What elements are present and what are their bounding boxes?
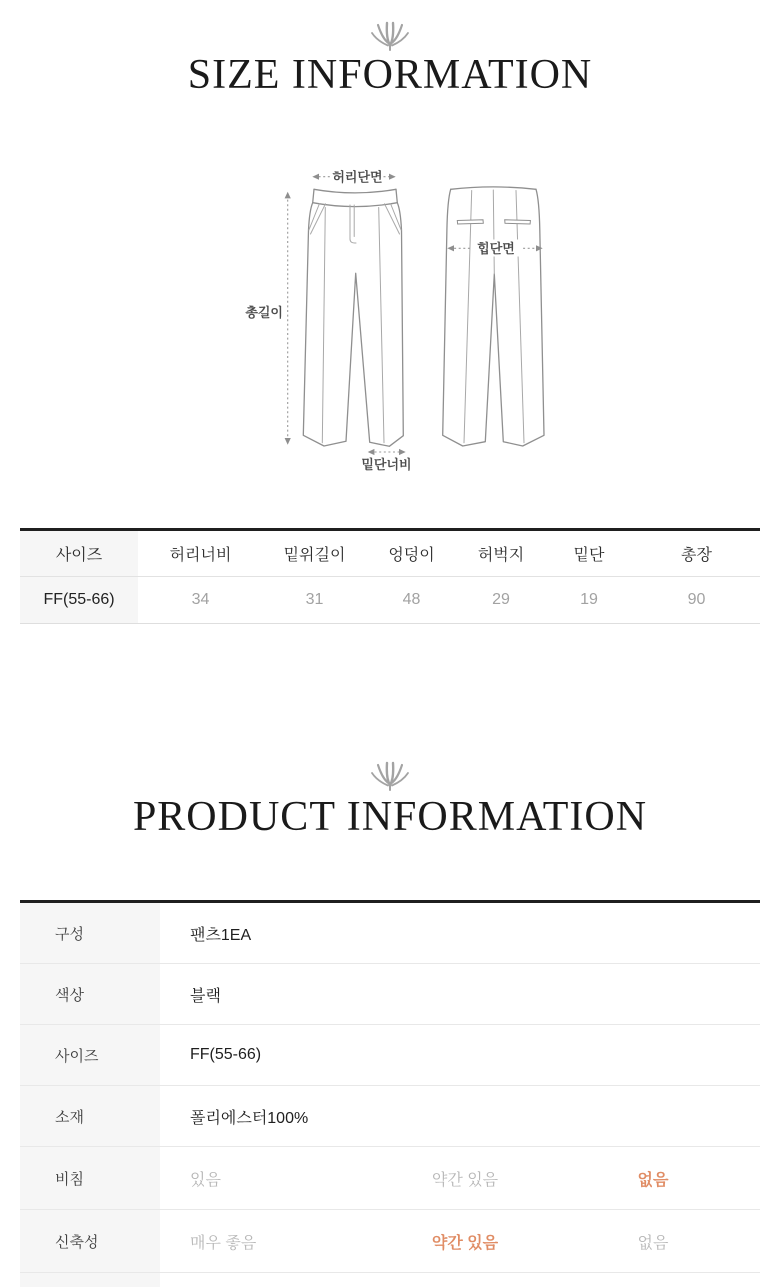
hem-measure-arrow (361, 449, 411, 472)
size-table-header-hip: 엉덩이 (366, 530, 457, 577)
waist-measure-arrow (312, 170, 395, 185)
hip-measure-arrow (447, 240, 542, 257)
product-info-table (20, 900, 760, 1287)
pants-measurement-diagram (240, 150, 580, 480)
waist-width-label: 허리단면 (332, 169, 383, 185)
product-row-composition (20, 903, 760, 964)
elasticity-options (160, 1210, 760, 1272)
size-table-header-waist: 허리너비 (138, 530, 263, 577)
size-table-header-size: 사이즈 (20, 530, 138, 577)
option-value: 있음 (190, 1171, 221, 1189)
product-row-value (160, 1273, 760, 1287)
product-row-label: 소재 (20, 1086, 160, 1146)
sheerness-options (160, 1147, 760, 1209)
product-row-partial (20, 1273, 760, 1287)
hip-width-label: 힙단면 (477, 241, 515, 256)
option-value: 없음 (637, 1234, 669, 1252)
product-row-label: 구성 (20, 903, 160, 963)
product-row-value: 팬츠1EA (190, 926, 252, 944)
brand-ornament-icon (368, 761, 412, 791)
size-information-title: SIZE INFORMATION (187, 52, 593, 98)
total-length-measure-arrow (244, 192, 290, 445)
size-table-header-thigh: 허벅지 (457, 530, 545, 577)
product-row-elasticity (20, 1210, 760, 1273)
size-table-header-row (20, 530, 760, 577)
product-row-size (20, 1025, 760, 1086)
product-row-label: 사이즈 (20, 1025, 160, 1085)
option-value: 약간 있음 (431, 1234, 499, 1252)
total-length-label: 총길이 (245, 305, 283, 320)
product-row-value: FF(55-66) (190, 1046, 262, 1063)
product-row-value: 블랙 (190, 987, 221, 1005)
product-row-sheerness (20, 1147, 760, 1210)
waist-value-cell: 34 (191, 591, 210, 608)
product-row-label: 신축성 (20, 1210, 160, 1272)
hip-value-cell: 48 (402, 591, 421, 608)
product-row-label (20, 1273, 160, 1287)
option-value: 매우 좋음 (190, 1234, 257, 1252)
size-table-header-hem: 밑단 (545, 530, 633, 577)
size-table (20, 528, 760, 624)
hem-value-cell: 19 (580, 591, 598, 608)
product-row-color (20, 964, 760, 1025)
size-value-cell: FF(55-66) (20, 577, 138, 624)
pants-front-view (303, 189, 403, 446)
brand-ornament-icon (368, 21, 412, 51)
product-row-label: 색상 (20, 964, 160, 1024)
pants-back-view (443, 187, 544, 446)
product-row-label: 비침 (20, 1147, 160, 1209)
hem-width-label: 밑단너비 (361, 457, 412, 472)
size-table-header-rise: 밑위길이 (263, 530, 366, 577)
thigh-value-cell: 29 (492, 591, 510, 608)
rise-value-cell: 31 (305, 591, 324, 608)
size-table-header-length: 총장 (633, 530, 760, 577)
option-value: 없음 (637, 1171, 669, 1189)
length-value-cell: 90 (687, 591, 706, 608)
product-row-material (20, 1086, 760, 1147)
product-row-value: 폴리에스터100% (190, 1109, 309, 1127)
size-table-row (20, 577, 760, 624)
product-information-title: PRODUCT INFORMATION (132, 794, 648, 840)
option-value: 약간 있음 (431, 1171, 499, 1189)
